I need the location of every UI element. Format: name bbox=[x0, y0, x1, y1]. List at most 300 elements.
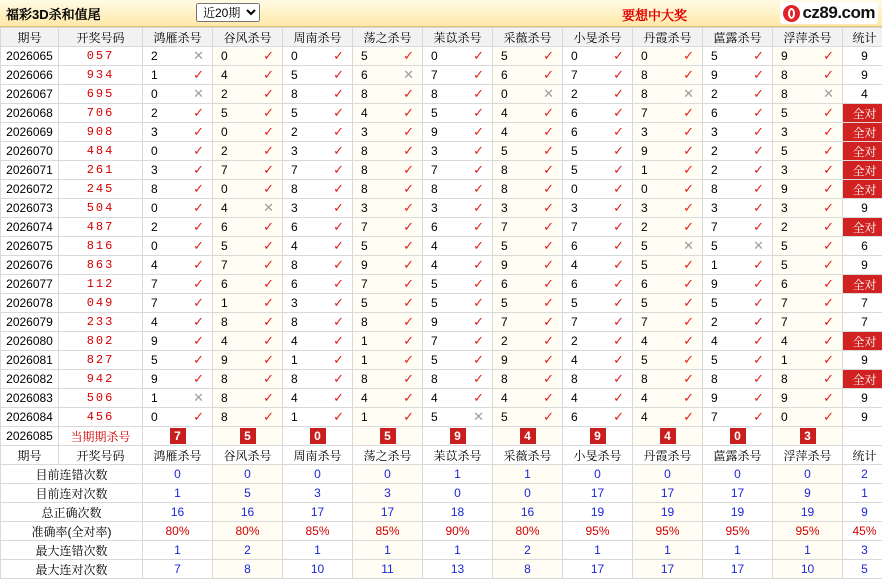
stat-cell: 全对 bbox=[843, 370, 882, 389]
kill-number: 0 bbox=[151, 239, 158, 253]
check-icon: ✓ bbox=[613, 162, 624, 177]
check-icon: ✓ bbox=[613, 314, 624, 329]
kill-number: 8 bbox=[361, 144, 368, 158]
kill-cell bbox=[773, 66, 843, 85]
kill-number-table bbox=[0, 27, 882, 579]
check-icon: ✓ bbox=[403, 162, 414, 177]
kill-cell bbox=[633, 85, 703, 104]
check-icon: ✓ bbox=[823, 276, 834, 291]
check-icon: ✓ bbox=[193, 314, 204, 329]
kill-cell bbox=[703, 161, 773, 180]
kill-number: 1 bbox=[291, 410, 298, 424]
check-icon: ✓ bbox=[263, 257, 274, 272]
check-icon: ✓ bbox=[473, 124, 484, 139]
check-icon: ✓ bbox=[193, 124, 204, 139]
logo-circle-icon bbox=[783, 5, 800, 22]
table-row bbox=[1, 370, 882, 389]
site-logo[interactable] bbox=[780, 2, 878, 24]
kill-cell bbox=[773, 256, 843, 275]
kill-cell bbox=[283, 161, 353, 180]
marquee-text: 要想中大奖 bbox=[622, 8, 688, 23]
check-icon: ✓ bbox=[473, 48, 484, 63]
column-header-bottom-7: 采薇杀号 bbox=[493, 446, 563, 465]
check-icon: ✓ bbox=[613, 409, 624, 424]
kill-number: 6 bbox=[571, 239, 578, 253]
kill-number: 3 bbox=[431, 201, 438, 215]
check-icon: ✓ bbox=[473, 371, 484, 386]
kill-cell bbox=[353, 332, 423, 351]
kill-number: 2 bbox=[151, 220, 158, 234]
check-icon: ✓ bbox=[543, 143, 554, 158]
check-icon: ✓ bbox=[193, 238, 204, 253]
check-icon: ✓ bbox=[823, 314, 834, 329]
check-icon: ✓ bbox=[543, 67, 554, 82]
kill-cell bbox=[423, 142, 493, 161]
check-icon: ✓ bbox=[473, 162, 484, 177]
kill-number: 8 bbox=[501, 372, 508, 386]
kill-number: 3 bbox=[151, 125, 158, 139]
issue-cell: 2026080 bbox=[1, 332, 59, 351]
issue-cell: 2026084 bbox=[1, 408, 59, 427]
check-icon: ✓ bbox=[193, 143, 204, 158]
kill-number: 9 bbox=[501, 353, 508, 367]
current-kill-badge: 4 bbox=[660, 428, 676, 444]
kill-number: 7 bbox=[711, 220, 718, 234]
kill-number: 0 bbox=[501, 87, 508, 101]
kill-number: 8 bbox=[361, 87, 368, 101]
check-icon: ✓ bbox=[263, 105, 274, 120]
kill-number: 2 bbox=[151, 106, 158, 120]
kill-cell bbox=[283, 408, 353, 427]
summary-value: 17 bbox=[353, 503, 423, 522]
kill-cell bbox=[703, 237, 773, 256]
kill-number: 4 bbox=[571, 391, 578, 405]
kill-number: 4 bbox=[291, 391, 298, 405]
kill-cell bbox=[213, 142, 283, 161]
kill-number: 0 bbox=[571, 182, 578, 196]
kill-number: 3 bbox=[711, 125, 718, 139]
check-icon: ✓ bbox=[193, 219, 204, 234]
kill-cell bbox=[563, 218, 633, 237]
kill-number: 8 bbox=[291, 315, 298, 329]
kill-number: 7 bbox=[641, 315, 648, 329]
period-select-wrapper[interactable] bbox=[196, 3, 260, 22]
check-icon: ✓ bbox=[263, 238, 274, 253]
check-icon: ✓ bbox=[543, 352, 554, 367]
draw-code-cell: 802 bbox=[59, 332, 143, 351]
table-row bbox=[1, 142, 882, 161]
check-icon: ✓ bbox=[333, 200, 344, 215]
current-issue-body bbox=[1, 427, 882, 446]
check-icon: ✓ bbox=[753, 219, 764, 234]
kill-cell bbox=[283, 123, 353, 142]
kill-cell bbox=[563, 389, 633, 408]
kill-cell bbox=[213, 85, 283, 104]
kill-number: 0 bbox=[221, 49, 228, 63]
kill-number: 0 bbox=[641, 49, 648, 63]
summary-value: 16 bbox=[493, 503, 563, 522]
check-icon: ✓ bbox=[193, 352, 204, 367]
draw-code-cell: 504 bbox=[59, 199, 143, 218]
cross-icon: ✕ bbox=[403, 67, 414, 82]
kill-cell bbox=[493, 275, 563, 294]
check-icon: ✓ bbox=[193, 276, 204, 291]
summary-value: 13 bbox=[423, 560, 493, 579]
kill-cell bbox=[703, 85, 773, 104]
current-kill-badge: 9 bbox=[450, 428, 466, 444]
stat-cell: 9 bbox=[843, 408, 882, 427]
kill-cell bbox=[213, 161, 283, 180]
kill-cell bbox=[493, 256, 563, 275]
kill-number: 0 bbox=[151, 144, 158, 158]
kill-cell bbox=[563, 47, 633, 66]
check-icon: ✓ bbox=[823, 352, 834, 367]
check-icon: ✓ bbox=[403, 86, 414, 101]
summary-value: 1 bbox=[143, 541, 213, 560]
table-row bbox=[1, 351, 882, 370]
kill-cell bbox=[633, 180, 703, 199]
issue-cell: 2026067 bbox=[1, 85, 59, 104]
kill-cell bbox=[563, 199, 633, 218]
summary-row bbox=[1, 465, 882, 484]
kill-cell bbox=[143, 275, 213, 294]
summary-value: 17 bbox=[563, 484, 633, 503]
check-icon: ✓ bbox=[683, 124, 694, 139]
kill-number: 4 bbox=[641, 334, 648, 348]
page-title: 福彩3D杀和值尾 bbox=[6, 6, 101, 22]
check-icon: ✓ bbox=[403, 219, 414, 234]
column-header-bottom-1: 开奖号码 bbox=[59, 446, 143, 465]
kill-number: 2 bbox=[571, 334, 578, 348]
kill-number: 7 bbox=[501, 315, 508, 329]
summary-label: 目前连对次数 bbox=[1, 484, 143, 503]
check-icon: ✓ bbox=[473, 143, 484, 158]
kill-cell bbox=[773, 85, 843, 104]
kill-number: 8 bbox=[291, 258, 298, 272]
kill-cell bbox=[423, 199, 493, 218]
kill-number: 4 bbox=[151, 315, 158, 329]
current-kill-cell bbox=[213, 427, 283, 446]
summary-value: 1 bbox=[423, 465, 493, 484]
check-icon: ✓ bbox=[543, 124, 554, 139]
kill-cell bbox=[633, 313, 703, 332]
check-icon: ✓ bbox=[613, 67, 624, 82]
cross-icon: ✕ bbox=[473, 409, 484, 424]
check-icon: ✓ bbox=[753, 314, 764, 329]
check-icon: ✓ bbox=[543, 105, 554, 120]
kill-number: 4 bbox=[641, 410, 648, 424]
check-icon: ✓ bbox=[753, 390, 764, 405]
check-icon: ✓ bbox=[473, 276, 484, 291]
kill-number: 9 bbox=[711, 68, 718, 82]
check-icon: ✓ bbox=[403, 333, 414, 348]
summary-value: 95% bbox=[773, 522, 843, 541]
check-icon: ✓ bbox=[403, 181, 414, 196]
kill-number: 0 bbox=[431, 49, 438, 63]
summary-total: 2 bbox=[843, 465, 882, 484]
summary-value: 1 bbox=[633, 541, 703, 560]
check-icon: ✓ bbox=[333, 67, 344, 82]
kill-cell bbox=[633, 351, 703, 370]
check-icon: ✓ bbox=[333, 162, 344, 177]
summary-value: 11 bbox=[353, 560, 423, 579]
kill-number: 1 bbox=[361, 353, 368, 367]
table-row bbox=[1, 47, 882, 66]
check-icon: ✓ bbox=[753, 162, 764, 177]
check-icon: ✓ bbox=[333, 124, 344, 139]
check-icon: ✓ bbox=[473, 219, 484, 234]
kill-number: 5 bbox=[501, 144, 508, 158]
check-icon: ✓ bbox=[683, 67, 694, 82]
kill-number: 7 bbox=[711, 410, 718, 424]
kill-number: 3 bbox=[361, 201, 368, 215]
issue-cell: 2026078 bbox=[1, 294, 59, 313]
kill-number: 6 bbox=[221, 220, 228, 234]
kill-cell bbox=[213, 104, 283, 123]
current-issue-label: 当期期杀号 bbox=[59, 427, 143, 446]
kill-number: 8 bbox=[781, 87, 788, 101]
summary-label: 最大连错次数 bbox=[1, 541, 143, 560]
kill-cell bbox=[353, 104, 423, 123]
kill-number: 8 bbox=[221, 315, 228, 329]
check-icon: ✓ bbox=[613, 219, 624, 234]
current-kill-cell bbox=[493, 427, 563, 446]
column-header-bottom-6: 苿苡杀号 bbox=[423, 446, 493, 465]
check-icon: ✓ bbox=[753, 409, 764, 424]
summary-total: 9 bbox=[843, 503, 882, 522]
kill-number: 6 bbox=[571, 106, 578, 120]
kill-cell bbox=[353, 275, 423, 294]
kill-number: 7 bbox=[431, 334, 438, 348]
check-icon: ✓ bbox=[753, 333, 764, 348]
kill-cell bbox=[283, 47, 353, 66]
kill-number: 7 bbox=[151, 277, 158, 291]
kill-cell bbox=[563, 161, 633, 180]
kill-cell bbox=[423, 218, 493, 237]
summary-total: 1 bbox=[843, 484, 882, 503]
check-icon: ✓ bbox=[263, 314, 274, 329]
kill-cell bbox=[353, 199, 423, 218]
summary-value: 0 bbox=[773, 465, 843, 484]
kill-number: 9 bbox=[781, 391, 788, 405]
kill-number: 4 bbox=[221, 201, 228, 215]
kill-cell bbox=[283, 313, 353, 332]
kill-number: 7 bbox=[291, 163, 298, 177]
kill-cell bbox=[283, 218, 353, 237]
logo-text: cz89.com bbox=[802, 3, 875, 22]
summary-label: 准确率(全对率) bbox=[1, 522, 143, 541]
check-icon: ✓ bbox=[543, 314, 554, 329]
kill-cell bbox=[143, 313, 213, 332]
period-select[interactable] bbox=[196, 3, 260, 22]
summary-value: 10 bbox=[283, 560, 353, 579]
kill-cell bbox=[563, 180, 633, 199]
table-row bbox=[1, 123, 882, 142]
summary-value: 2 bbox=[213, 541, 283, 560]
kill-number: 6 bbox=[501, 68, 508, 82]
check-icon: ✓ bbox=[193, 409, 204, 424]
kill-cell bbox=[143, 408, 213, 427]
issue-cell: 2026069 bbox=[1, 123, 59, 142]
kill-number: 4 bbox=[291, 239, 298, 253]
kill-number: 5 bbox=[291, 106, 298, 120]
check-icon: ✓ bbox=[193, 200, 204, 215]
summary-label: 最大连对次数 bbox=[1, 560, 143, 579]
kill-cell bbox=[633, 389, 703, 408]
issue-cell: 2026075 bbox=[1, 237, 59, 256]
top-bar bbox=[0, 0, 882, 27]
kill-cell bbox=[213, 389, 283, 408]
summary-value: 0 bbox=[283, 465, 353, 484]
summary-value: 17 bbox=[283, 503, 353, 522]
draw-code-cell: 049 bbox=[59, 294, 143, 313]
kill-number: 3 bbox=[641, 125, 648, 139]
kill-number: 5 bbox=[571, 296, 578, 310]
summary-value: 1 bbox=[493, 465, 563, 484]
kill-cell bbox=[563, 294, 633, 313]
check-icon: ✓ bbox=[823, 124, 834, 139]
kill-number: 7 bbox=[641, 106, 648, 120]
cross-icon: ✕ bbox=[263, 200, 274, 215]
kill-number: 1 bbox=[361, 334, 368, 348]
summary-value: 5 bbox=[213, 484, 283, 503]
summary-value: 19 bbox=[633, 503, 703, 522]
kill-number: 5 bbox=[781, 239, 788, 253]
kill-cell bbox=[633, 370, 703, 389]
check-icon: ✓ bbox=[683, 219, 694, 234]
check-icon: ✓ bbox=[333, 219, 344, 234]
summary-total: 45% bbox=[843, 522, 882, 541]
kill-number: 2 bbox=[151, 49, 158, 63]
kill-cell bbox=[423, 389, 493, 408]
kill-cell bbox=[213, 370, 283, 389]
check-icon: ✓ bbox=[823, 105, 834, 120]
column-header-0: 期号 bbox=[1, 28, 59, 47]
check-icon: ✓ bbox=[263, 371, 274, 386]
kill-number: 4 bbox=[431, 239, 438, 253]
check-icon: ✓ bbox=[683, 371, 694, 386]
summary-value: 0 bbox=[633, 465, 703, 484]
kill-cell bbox=[423, 180, 493, 199]
kill-number: 0 bbox=[151, 410, 158, 424]
issue-cell: 2026070 bbox=[1, 142, 59, 161]
check-icon: ✓ bbox=[403, 124, 414, 139]
kill-number: 2 bbox=[711, 163, 718, 177]
kill-cell bbox=[773, 47, 843, 66]
kill-number: 4 bbox=[431, 391, 438, 405]
check-icon: ✓ bbox=[543, 238, 554, 253]
summary-value: 10 bbox=[773, 560, 843, 579]
kill-cell bbox=[423, 104, 493, 123]
summary-value: 16 bbox=[213, 503, 283, 522]
check-icon: ✓ bbox=[333, 314, 344, 329]
kill-cell bbox=[703, 142, 773, 161]
kill-cell bbox=[353, 408, 423, 427]
check-icon: ✓ bbox=[263, 181, 274, 196]
check-icon: ✓ bbox=[823, 333, 834, 348]
kill-number: 8 bbox=[641, 372, 648, 386]
kill-cell bbox=[563, 142, 633, 161]
kill-number: 6 bbox=[571, 125, 578, 139]
check-icon: ✓ bbox=[753, 181, 764, 196]
kill-number: 5 bbox=[431, 277, 438, 291]
kill-cell bbox=[773, 123, 843, 142]
kill-number: 0 bbox=[221, 125, 228, 139]
summary-value: 1 bbox=[353, 541, 423, 560]
kill-number: 5 bbox=[501, 410, 508, 424]
kill-number: 5 bbox=[781, 258, 788, 272]
kill-number: 7 bbox=[571, 220, 578, 234]
check-icon: ✓ bbox=[613, 181, 624, 196]
kill-number: 6 bbox=[221, 277, 228, 291]
kill-number: 8 bbox=[781, 68, 788, 82]
kill-cell bbox=[213, 294, 283, 313]
kill-cell bbox=[143, 142, 213, 161]
kill-cell bbox=[353, 218, 423, 237]
check-icon: ✓ bbox=[333, 181, 344, 196]
kill-cell bbox=[353, 161, 423, 180]
check-icon: ✓ bbox=[753, 48, 764, 63]
kill-number: 4 bbox=[221, 334, 228, 348]
kill-cell bbox=[213, 47, 283, 66]
kill-number: 5 bbox=[641, 258, 648, 272]
summary-row bbox=[1, 484, 882, 503]
kill-number: 0 bbox=[291, 49, 298, 63]
check-icon: ✓ bbox=[473, 333, 484, 348]
kill-number: 5 bbox=[711, 239, 718, 253]
kill-cell bbox=[283, 389, 353, 408]
kill-cell bbox=[703, 275, 773, 294]
kill-number: 8 bbox=[291, 372, 298, 386]
check-icon: ✓ bbox=[263, 333, 274, 348]
kill-number: 3 bbox=[781, 201, 788, 215]
kill-number: 9 bbox=[711, 277, 718, 291]
check-icon: ✓ bbox=[403, 257, 414, 272]
check-icon: ✓ bbox=[403, 143, 414, 158]
check-icon: ✓ bbox=[823, 371, 834, 386]
check-icon: ✓ bbox=[193, 333, 204, 348]
check-icon: ✓ bbox=[543, 48, 554, 63]
draw-code-cell: 456 bbox=[59, 408, 143, 427]
summary-value: 18 bbox=[423, 503, 493, 522]
kill-number: 5 bbox=[221, 106, 228, 120]
kill-cell bbox=[563, 370, 633, 389]
kill-cell bbox=[703, 351, 773, 370]
kill-number: 6 bbox=[291, 277, 298, 291]
kill-number: 8 bbox=[221, 410, 228, 424]
kill-cell bbox=[143, 47, 213, 66]
check-icon: ✓ bbox=[263, 219, 274, 234]
kill-number: 5 bbox=[221, 239, 228, 253]
column-header-5: 荡之杀号 bbox=[353, 28, 423, 47]
kill-cell bbox=[493, 294, 563, 313]
kill-number: 4 bbox=[501, 391, 508, 405]
kill-cell bbox=[633, 332, 703, 351]
kill-cell bbox=[283, 351, 353, 370]
check-icon: ✓ bbox=[753, 276, 764, 291]
check-icon: ✓ bbox=[263, 124, 274, 139]
kill-cell bbox=[283, 199, 353, 218]
check-icon: ✓ bbox=[263, 143, 274, 158]
kill-number: 5 bbox=[571, 144, 578, 158]
table-row bbox=[1, 389, 882, 408]
kill-cell bbox=[773, 142, 843, 161]
kill-cell bbox=[563, 351, 633, 370]
summary-value: 0 bbox=[423, 484, 493, 503]
kill-number: 2 bbox=[501, 334, 508, 348]
check-icon: ✓ bbox=[543, 409, 554, 424]
draw-code-cell: 484 bbox=[59, 142, 143, 161]
